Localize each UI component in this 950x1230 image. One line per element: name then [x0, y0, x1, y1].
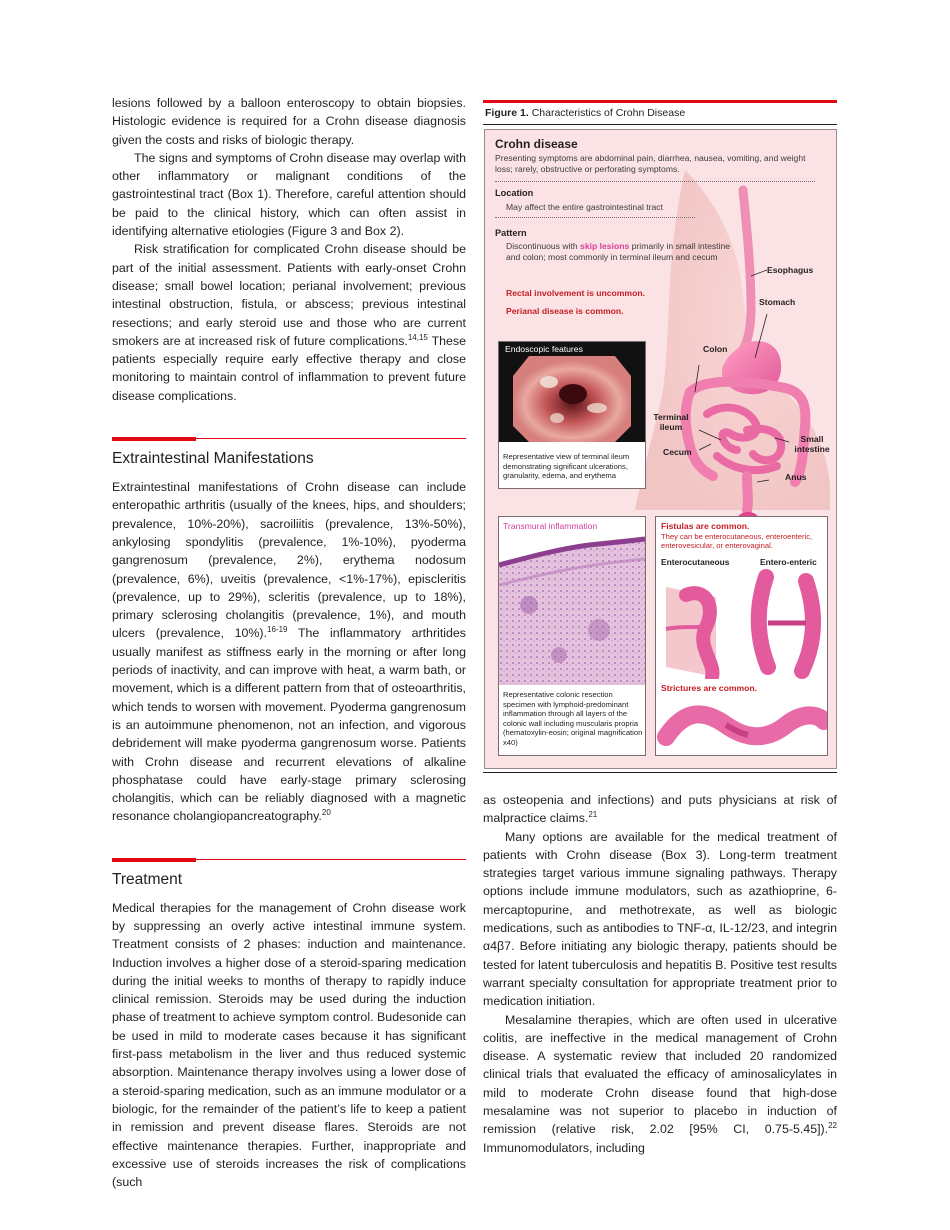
section-heading-treatment: Treatment — [112, 870, 183, 888]
right-column — [483, 791, 837, 1157]
right-paragraph-3 — [483, 1011, 837, 1157]
section-divider — [112, 858, 466, 861]
histology-image — [499, 535, 645, 685]
reference-superscript: 20 — [321, 808, 331, 818]
reference-superscript: 16-19 — [267, 625, 288, 635]
dotted-divider — [495, 181, 815, 182]
figure-bottom-rule — [483, 772, 837, 773]
endoscopy-image — [499, 342, 645, 442]
strictures-title: Strictures are common. — [661, 683, 757, 693]
location-label: Location — [495, 188, 534, 198]
dotted-divider — [495, 217, 695, 218]
label-small-intestine: Small intestine — [794, 434, 830, 454]
intro-section — [112, 94, 466, 405]
extraintestinal-paragraph-1 — [112, 478, 466, 826]
rectal-note: Rectal involvement is uncommon. — [506, 288, 645, 298]
label-esophagus: Esophagus — [767, 265, 814, 275]
pattern-text-after: primarily in small intestine and colon; most commonly in terminal ileum and cecum — [506, 241, 731, 262]
fistulas-title: Fistulas are common. — [661, 521, 750, 531]
pattern-label: Pattern — [495, 228, 527, 238]
intro-paragraph-2: The signs and symptoms of Crohn disease may overlap with other inflammatory or malignant conditions of the gastrointestinal tract (Box 1). Therefore, careful attention should be paid to the clinical history, which can often assist in identifying alternative etiologies (Figure 3 and Box 2). — [112, 150, 466, 239]
section-heading-extraintestinal: Extraintestinal Manifestations — [112, 450, 314, 468]
extraintestinal-paragraph-2-text: The inflammatory arthritides usually manifest as stiffness early in the morning or after long periods of inactivity, and can improve with heat, a warm bath, or movement, which is a different pattern from that of osteoarthritis, which tends to worsen with movement. Pyoderma gangrenosum is an autoimmune phenomenon, not an infection, and vigorous debridement will make pyoderma gangrenosum worse. Patients with Crohn disease and recurrent elevations of alkaline phosphatase could have early-stage primary sclerosing cholangitis, which can be reliably diagnosed with a magnetic resonance cholangiopancreatography. — [112, 626, 466, 824]
location-text: May affect the entire gastrointestinal tract — [506, 202, 663, 212]
treatment-paragraph-1: Medical therapies for the management of Crohn disease work by suppressing an overly active intestinal immune system. Treatment consists of 2 phases: induction and maintenance. Induction involves a higher dose of a steroid-sparing medication during the initial weeks to months of therapy to rapidly induce clinical remission. Steroids may be used during the induction phase of treatment to achieve symptom control. Budesonide can be used in mild to moderate cases because it has significant first-pass metabolism in the liver and thus reduced systemic absorption. Maintenance therapy involves using a lower dose of a steroid-sparing medication, such as an immune modulator or a biologic, for the remainder of the patient’s life to keep a patient in remission and prevent disease flares. Steroids are not effective maintenance therapies. Further, inappropriate and excessive use of steroids increases the risk of complications (such — [112, 900, 466, 1190]
extraintestinal-paragraph-1-text: Extraintestinal manifestations of Crohn disease can include enteropathic arthritis (usually of the knees, hips, and shoulders; prevalence, 10%-20%), sacroiliitis (prevalence, 13%-50%), ankylosing spondylitis (prevalence, 1%-10%), pyoderma gangrenosum (prevalence, 2%), erythema nodosum (prevalence, 6%), uveitis (prevalence, <1%-17%), episcleritis (prevalence, up to 29%), scleritis (prevalence, up to 18%), primary sclerosing cholangitis (prevalence, 1%), and mouth ulcers (prevalence, 10%). — [112, 480, 466, 641]
fistulas-strictures-box — [655, 516, 828, 756]
endoscopic-features-box — [498, 341, 646, 489]
transmural-caption: Representative colonic resection specimen with lymphoid-predominant inflammation through all layers of the colonic wall including muscularis propria (hematoxylin-eosin; original magnification x40) — [503, 690, 643, 747]
label-anus: Anus — [785, 472, 807, 482]
right-paragraph-3-text: Mesalamine therapies, which are often used in ulcerative colitis, are ineffective in the medical management of Crohn disease. A systematic review that included 20 randomized clinical trials that evaluated the efficacy of aminosalicylates in mild to moderate Crohn disease found that high-dose mesalamine was not superior to placebo in induction of remission (relative risk, 2.02 [95% CI, 0.75-5.45]). — [483, 1012, 837, 1137]
endoscopic-caption: Representative view of terminal ileum demonstrating significant ulcerations, granularity, edema, and erythema — [503, 452, 630, 481]
reference-superscript: 21 — [588, 810, 598, 820]
extraintestinal-section — [112, 478, 466, 826]
label-enterocutaneous: Enterocutaneous — [661, 557, 730, 567]
figure-label: Figure 1. — [485, 107, 529, 119]
rectum-shape — [747, 476, 748, 510]
label-entero-enteric: Entero-enteric — [760, 557, 817, 567]
section-divider — [112, 437, 466, 440]
fistulas-subtitle: They can be enterocutaneous, enteroenteric, enterovesicular, or enterovaginal. — [661, 532, 813, 551]
pattern-text-before: Discontinuous with — [506, 241, 581, 251]
label-cecum: Cecum — [663, 447, 692, 457]
right-paragraph-1-text: as osteopenia and infections) and puts physicians at risk of malpractice claims. — [483, 793, 837, 826]
reference-superscript: 22 — [828, 1121, 837, 1131]
intro-paragraph-3-text: Risk stratification for complicated Crohn disease should be part of the initial assessment. Patients with early-onset Crohn disease; small bowel location; perianal involvement; previous intestinal obstruction, fistula, or abscess; previous intestinal resections; and early steroid use and those who are current smokers are at increased risk of future complications. — [112, 242, 466, 348]
right-paragraph-2: Many options are available for the medical treatment of patients with Crohn disease (Box 3). Long-term treatment strategies target various immune signaling pathways. Therapy options include immune modulators, such as azathioprine, 6-mercaptopurine, and methotrexate, as well as biologic medications, such as antibodies to TNF-α, IL-12/23, and integrin α4β7. Before initiating any biologic therapy, patients should be tested for latent tuberculosis and hepatitis B. Positive test results warrant specialty consultation for appropriate treatment prior to medication initiation. — [483, 829, 838, 1009]
entero-enteric-fistula-drawing — [759, 577, 813, 671]
pattern-text — [506, 241, 736, 263]
endoscopy-photo — [499, 342, 645, 442]
intro-paragraph-3 — [112, 240, 466, 405]
transmural-title: Transmural inflammation — [503, 521, 598, 531]
figure-title-rule — [483, 124, 837, 125]
left-column — [112, 94, 466, 1191]
label-colon: Colon — [703, 344, 728, 354]
right-paragraph-3-tail: Immunomodulators, including — [483, 1140, 645, 1155]
reference-superscript: 14,15 — [407, 332, 428, 342]
enterocutaneous-fistula-drawing — [666, 587, 716, 677]
skip-lesions-highlight: skip lesions — [580, 241, 630, 251]
fistula-illustrations — [656, 567, 828, 679]
stricture-illustration — [656, 697, 828, 756]
right-column-text — [483, 791, 837, 1157]
figure-heading: Crohn disease — [495, 137, 578, 151]
figure-title — [485, 107, 685, 119]
perianal-note: Perianal disease is common. — [506, 306, 624, 316]
intro-paragraph-1: lesions followed by a balloon enteroscopy to obtain biopsies. Histologic evidence is required for a Crohn disease diagnosis given the costs and risks of biologic therapy. — [112, 96, 466, 147]
figure-top-bar — [483, 100, 837, 103]
figure-title-text: Characteristics of Crohn Disease — [531, 107, 686, 119]
figure-panel — [484, 129, 837, 769]
figure-subheading: Presenting symptoms are abdominal pain, diarrhea, nausea, vomiting, and weight loss; rarely, obstructive or perforating symptoms. — [495, 153, 806, 174]
intro-paragraph-3-cont: These patients especially require early effective therapy and close monitoring to maintain control of inflammation to prevent future disease complications. — [112, 333, 466, 403]
label-terminal-ileum: Terminal ileum — [653, 412, 689, 432]
treatment-section — [112, 899, 466, 1192]
label-stomach: Stomach — [759, 297, 796, 307]
figure-1 — [483, 100, 837, 774]
right-paragraph-1 — [483, 791, 837, 828]
transmural-inflammation-box — [498, 516, 646, 756]
endoscopic-title: Endoscopic features — [505, 344, 583, 354]
